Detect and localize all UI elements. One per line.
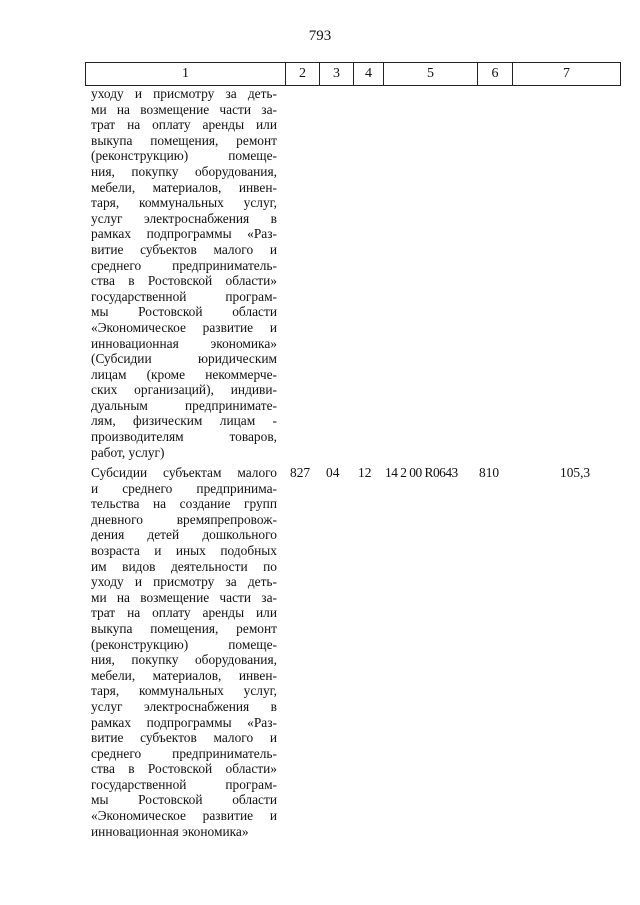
table-header — [85, 62, 621, 86]
text-line: таря, коммунальных услуг, — [91, 683, 277, 699]
text-line: инновационная экономика» — [91, 823, 249, 839]
text-line: дуальным предпринимате- — [91, 397, 277, 413]
text-line: выкупа помещения, ремонт — [91, 620, 277, 636]
text-line: ния, покупку оборудования, — [91, 163, 277, 179]
row2-description — [91, 465, 277, 839]
text-line: уходу и присмотру за деть- — [91, 574, 277, 590]
text-line: ских организаций), индиви- — [91, 382, 277, 398]
row2-col-5: 14 2 00 R0643 — [385, 465, 458, 480]
text-line: мебели, материалов, инвен- — [91, 667, 277, 683]
text-line: дения детей дошкольного — [91, 527, 277, 543]
text-line: дневного времяпрепровож- — [91, 511, 277, 527]
text-line: мы Ростовской области — [91, 304, 277, 320]
text-line: возраста и иных подобных — [91, 542, 277, 558]
text-line: лям, физическим лицам - — [91, 413, 277, 429]
text-line: ми на возмещение части за- — [91, 589, 277, 605]
text-line: трат на оплату аренды или — [91, 117, 277, 133]
text-line: таря, коммунальных услуг, — [91, 195, 277, 211]
text-line: услуг электроснабжения в — [91, 210, 277, 226]
text-line: лицам (кроме некоммерче- — [91, 366, 277, 382]
text-line: ства в Ростовской области» — [91, 761, 277, 777]
header-col-1: 1 — [86, 63, 286, 86]
text-line: мы Ростовской области — [91, 792, 277, 808]
text-line: витие субъектов малого и — [91, 241, 277, 257]
row2-col-3: 04 — [326, 465, 340, 480]
text-line: Субсидии субъектам малого — [91, 465, 277, 480]
header-row — [86, 63, 621, 86]
header-col-4: 4 — [354, 63, 384, 86]
text-line: услуг электроснабжения в — [91, 698, 277, 714]
text-line: витие субъектов малого и — [91, 730, 277, 746]
row2-col-7: 105,3 — [560, 465, 591, 480]
text-line: рамках подпрограммы «Раз- — [91, 226, 277, 242]
text-line: государственной програм- — [91, 288, 277, 304]
text-line: (реконструкцию) помеще- — [91, 636, 277, 652]
text-line: инновационная экономика» — [91, 335, 277, 351]
text-line: государственной програм- — [91, 776, 277, 792]
row2-col-2: 827 — [290, 465, 311, 480]
text-line: (реконструкцию) помеще- — [91, 148, 277, 164]
row2-col-6: 810 — [479, 465, 500, 480]
row1-description — [91, 86, 277, 460]
header-col-5: 5 — [384, 63, 478, 86]
text-line: работ, услуг) — [91, 444, 165, 460]
text-line: рамках подпрограммы «Раз- — [91, 714, 277, 730]
text-line: ства в Ростовской области» — [91, 273, 277, 289]
text-line: тельства на создание групп — [91, 496, 277, 512]
text-line: производителям товаров, — [91, 429, 277, 445]
text-line: выкупа помещения, ремонт — [91, 132, 277, 148]
text-line: им видов деятельности по — [91, 558, 277, 574]
text-line: среднего предприниматель- — [91, 745, 277, 761]
text-line: ми на возмещение части за- — [91, 101, 277, 117]
header-col-6: 6 — [478, 63, 513, 86]
text-line: «Экономическое развитие и — [91, 319, 277, 335]
text-line: и среднего предпринима- — [91, 480, 277, 496]
text-line: трат на оплату аренды или — [91, 605, 277, 621]
header-col-3: 3 — [320, 63, 354, 86]
row2-col-4: 12 — [358, 465, 372, 480]
header-col-2: 2 — [286, 63, 320, 86]
text-line: (Субсидии юридическим — [91, 351, 277, 367]
text-line: ния, покупку оборудования, — [91, 652, 277, 668]
text-line: «Экономическое развитие и — [91, 808, 277, 824]
text-line: среднего предприниматель- — [91, 257, 277, 273]
page-number: 793 — [308, 28, 332, 44]
text-line: мебели, материалов, инвен- — [91, 179, 277, 195]
text-line: уходу и присмотру за деть- — [91, 86, 277, 101]
header-col-7: 7 — [513, 63, 621, 86]
